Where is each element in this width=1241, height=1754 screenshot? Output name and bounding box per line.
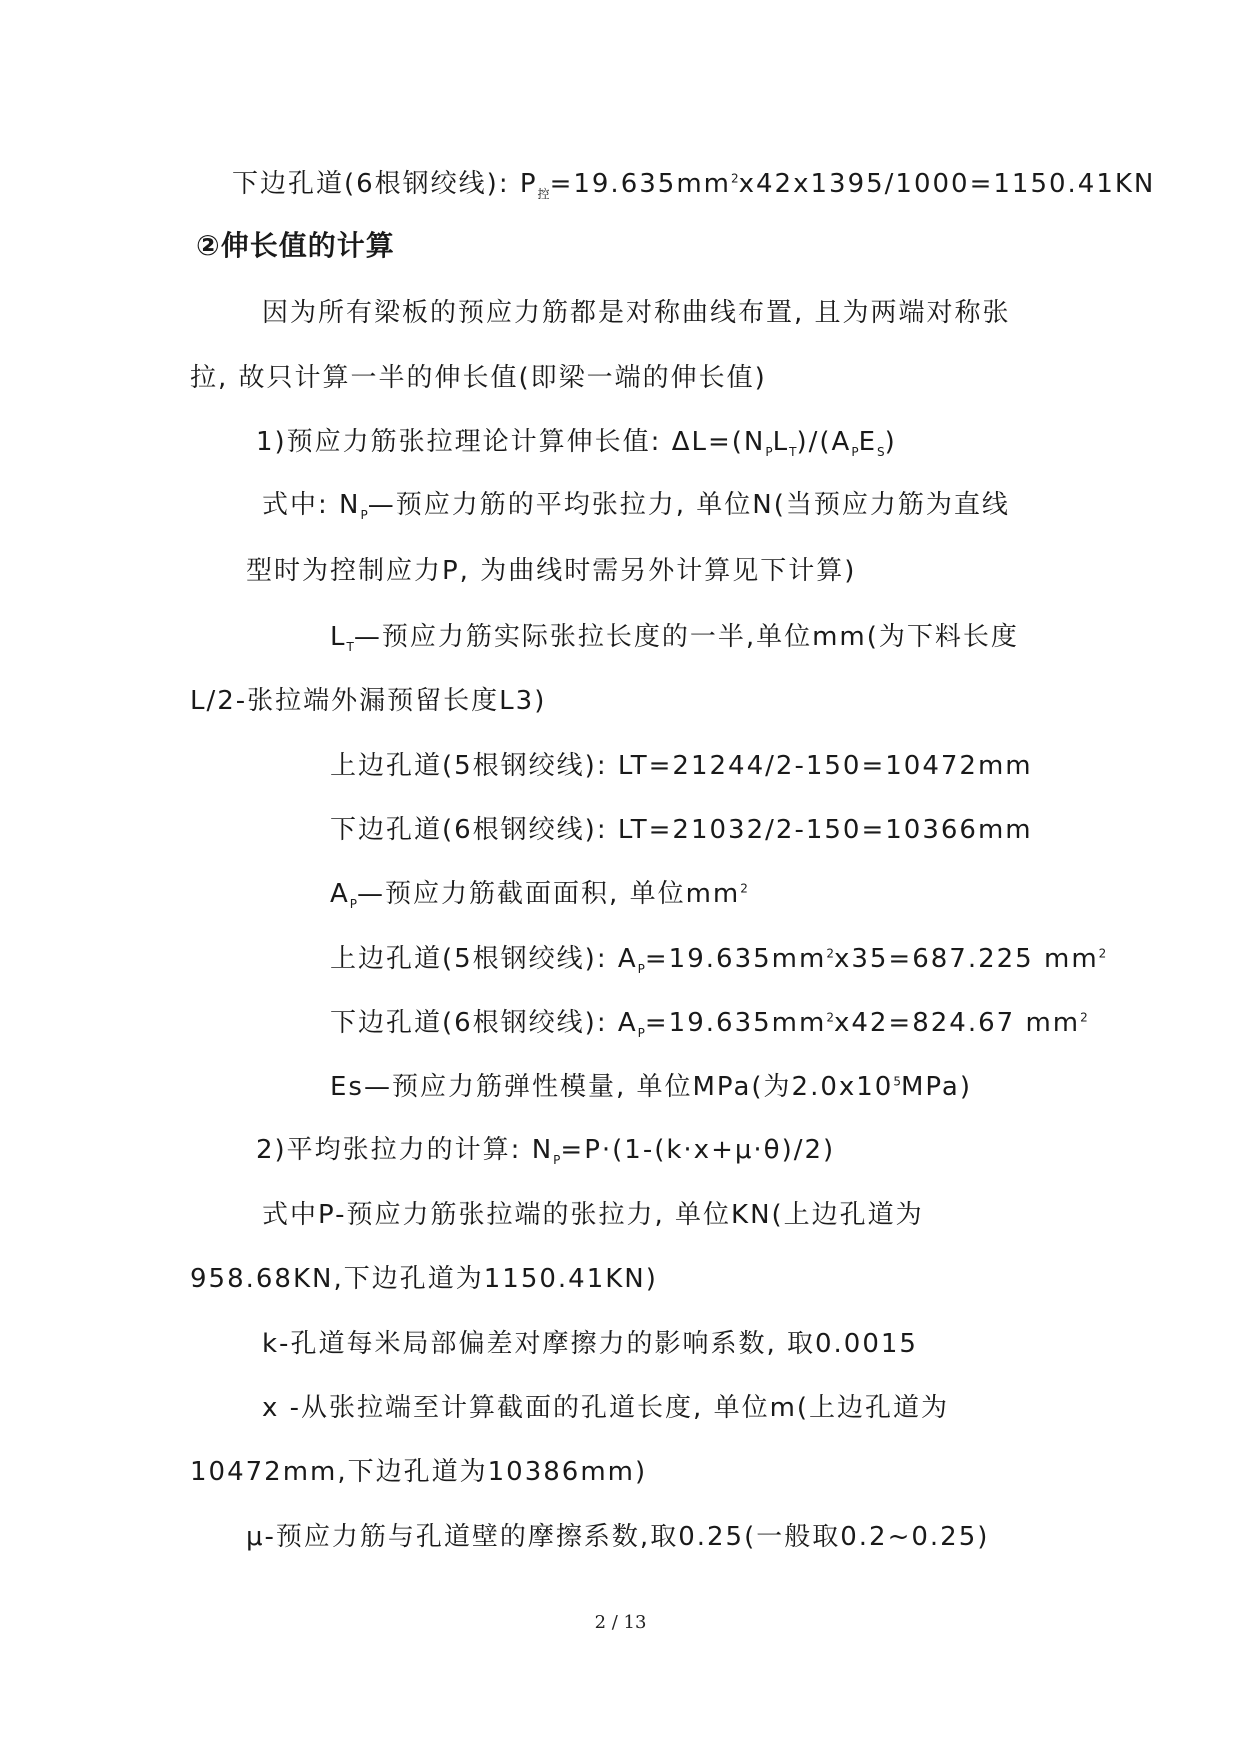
text-line: 拉, 故只计算一半的伸长值(即梁一端的伸长值) — [190, 363, 767, 393]
formula-line: 1)预应力筋张拉理论计算伸长值: $\Delta L=(N_PL_T)/(A_PE_S)$ — [256, 427, 897, 460]
text-line: μ-预应力筋与孔道壁的摩擦系数,取0.25(一般取0.2~0.25) — [246, 1522, 990, 1552]
text-line: 958.68KN,下边孔道为1150.41KN) — [190, 1264, 658, 1294]
text-line: Es—预应力筋弹性模量, 单位MPa(为$2.0x10^5MPa$) — [330, 1072, 973, 1102]
text-line: 下边孔道(6根钢绞线): $P_控=19.635mm^2x42x1395/1000=1150.41KN$ — [232, 169, 1156, 202]
formula-line: 2)平均张拉力的计算: $N_P=P\cdot(1-(k\cdot x+\mu\cdot\theta)/2)$ — [256, 1135, 836, 1168]
text-line: 下边孔道(6根钢绞线): LT=21032/2-150=10366mm — [330, 815, 1033, 845]
text-line: L/2-张拉端外漏预留长度L3) — [190, 686, 547, 716]
section-heading: ②伸长值的计算 — [196, 229, 395, 262]
text-line: k-孔道每米局部偏差对摩擦力的影响系数, 取0.0015 — [262, 1329, 918, 1359]
text-line: 下边孔道(6根钢绞线): $A_P=19.635mm^2x42=824.67$ $mm^2$ — [330, 1008, 1088, 1041]
text-line: $A_P—$预应力筋截面面积, 单位$mm^2$ — [330, 879, 748, 912]
text-line: 式中: $N_P—$预应力筋的平均张拉力, 单位N(当预应力筋为直线 — [262, 490, 1010, 523]
text-line: 10472mm,下边孔道为10386mm) — [190, 1457, 648, 1487]
text-line: 上边孔道(5根钢绞线): $A_P=19.635mm^2x35=687.225$ $mm^2$ — [330, 944, 1107, 977]
page-number: 2 / 13 — [594, 1612, 647, 1633]
text-line: $L_T—$预应力筋实际张拉长度的一半,单位mm(为下料长度 — [330, 622, 1019, 655]
text-line: 因为所有梁板的预应力筋都是对称曲线布置, 且为两端对称张 — [262, 298, 1011, 328]
text-line: 式中P-预应力筋张拉端的张拉力, 单位KN(上边孔道为 — [262, 1200, 924, 1230]
text-line: 上边孔道(5根钢绞线): LT=21244/2-150=10472mm — [330, 751, 1033, 781]
text-line: x -从张拉端至计算截面的孔道长度, 单位m(上边孔道为 — [262, 1393, 950, 1423]
text-line: 型时为控制应力P, 为曲线时需另外计算见下计算) — [246, 556, 857, 586]
